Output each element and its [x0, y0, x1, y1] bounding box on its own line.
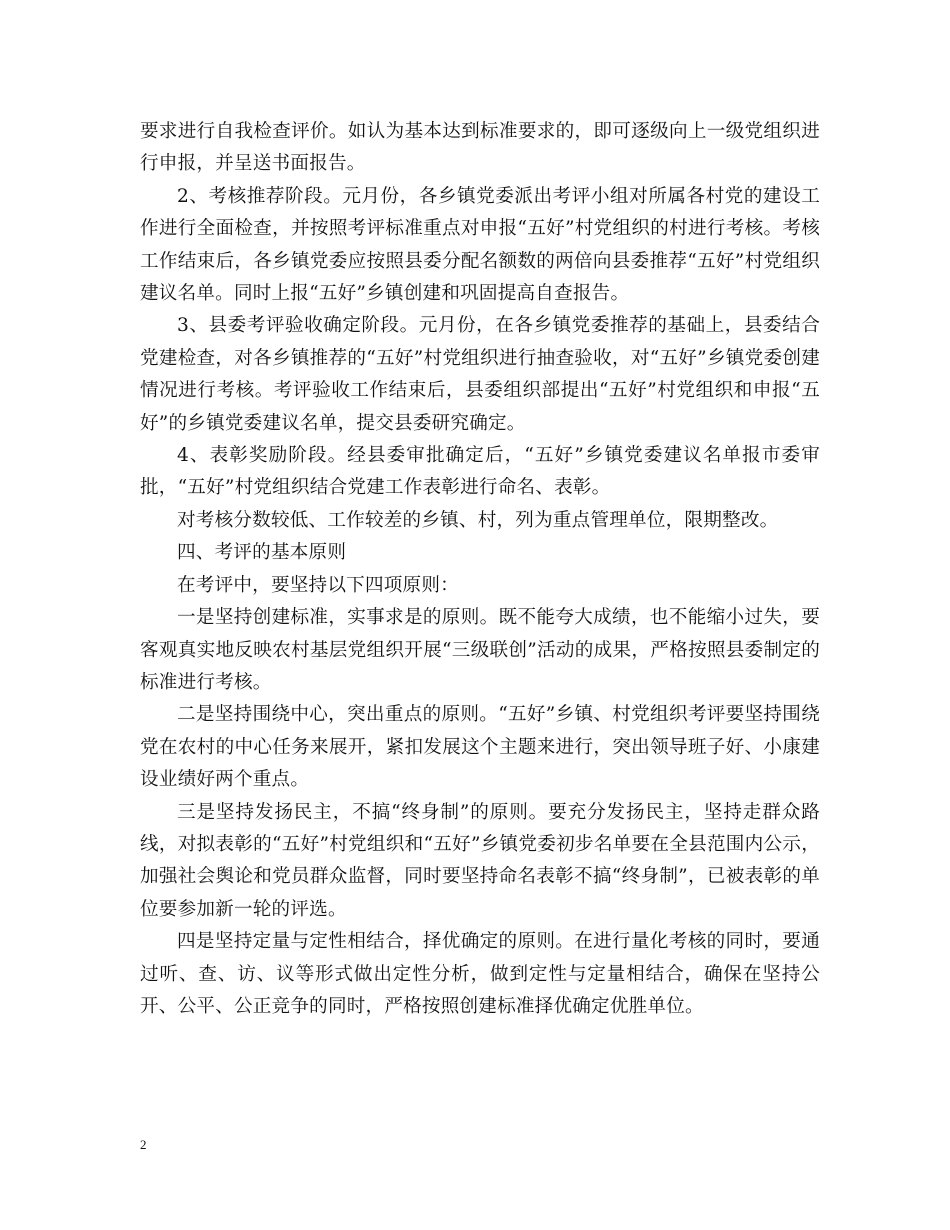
paragraph-1: 要求进行自我检查评价。如认为基本达到标准要求的，即可逐级向上一级党组织进行申报，并呈送书面报告。 [140, 121, 820, 175]
paragraph-8: 一是坚持创建标准，实事求是的原则。既不能夸大成绩，也不能缩小过失，要客观真实地反映农村基层党组织开展“三级联创”活动的成果，严格按照县委制定的标准进行考核。 [140, 607, 820, 693]
paragraph-4: 4、表彰奖励阶段。经县委审批确定后，“五好”乡镇党委建议名单报市委审批，“五好”村党组织结合党建工作表彰进行命名、表彰。 [140, 445, 820, 499]
paragraph-3: 3、县委考评验收确定阶段。元月份，在各乡镇党委推荐的基础上，县委结合党建检查，对各乡镇推荐的“五好”村党组织进行抽查验收，对“五好”乡镇党委创建情况进行考核。考评验收工作结束后，县委组织部提出“五好”村党组织和申报“五好”的乡镇党委建议名单，提交县委研究确定。 [140, 315, 820, 434]
document-body [140, 116, 820, 1023]
paragraph-10: 三是坚持发扬民主，不搞“终身制”的原则。要充分发扬民主，坚持走群众路线，对拟表彰的“五好”村党组织和“五好”乡镇党委初步名单要在全县范围内公示，加强社会舆论和党员群众监督，同时要坚持命名表彰不搞“终身制”，已被表彰的单位要参加新一轮的评选。 [140, 801, 820, 920]
section-heading: 四、考评的基本原则 [177, 542, 347, 564]
paragraph-7: 在考评中，要坚持以下四项原则： [177, 574, 459, 596]
paragraph-9: 二是坚持围绕中心，突出重点的原则。“五好”乡镇、村党组织考评要坚持围绕党在农村的中心任务来展开，紧扣发展这个主题来进行，突出领导班子好、小康建设业绩好两个重点。 [140, 704, 820, 791]
paragraph-2: 2、考核推荐阶段。元月份，各乡镇党委派出考评小组对所属各村党的建设工作进行全面检查，并按照考评标准重点对申报“五好”村党组织的村进行考核。考核工作结束后，各乡镇党委应按照县委分配名额数的两倍向县委推荐“五好”村党组织建议名单。同时上报“五好”乡镇创建和巩固提高自查报告。 [140, 185, 820, 305]
paragraph-5: 对考核分数较低、工作较差的乡镇、村，列为重点管理单位，限期整改。 [177, 509, 779, 531]
page-number: 2 [140, 1137, 147, 1152]
paragraph-11: 四是坚持定量与定性相结合，择优确定的原则。在进行量化考核的同时，要通过听、查、访、议等形式做出定性分析，做到定性与定量相结合，确保在坚持公开、公平、公正竞争的同时，严格按照创建标准择优确定优胜单位。 [140, 931, 820, 1017]
